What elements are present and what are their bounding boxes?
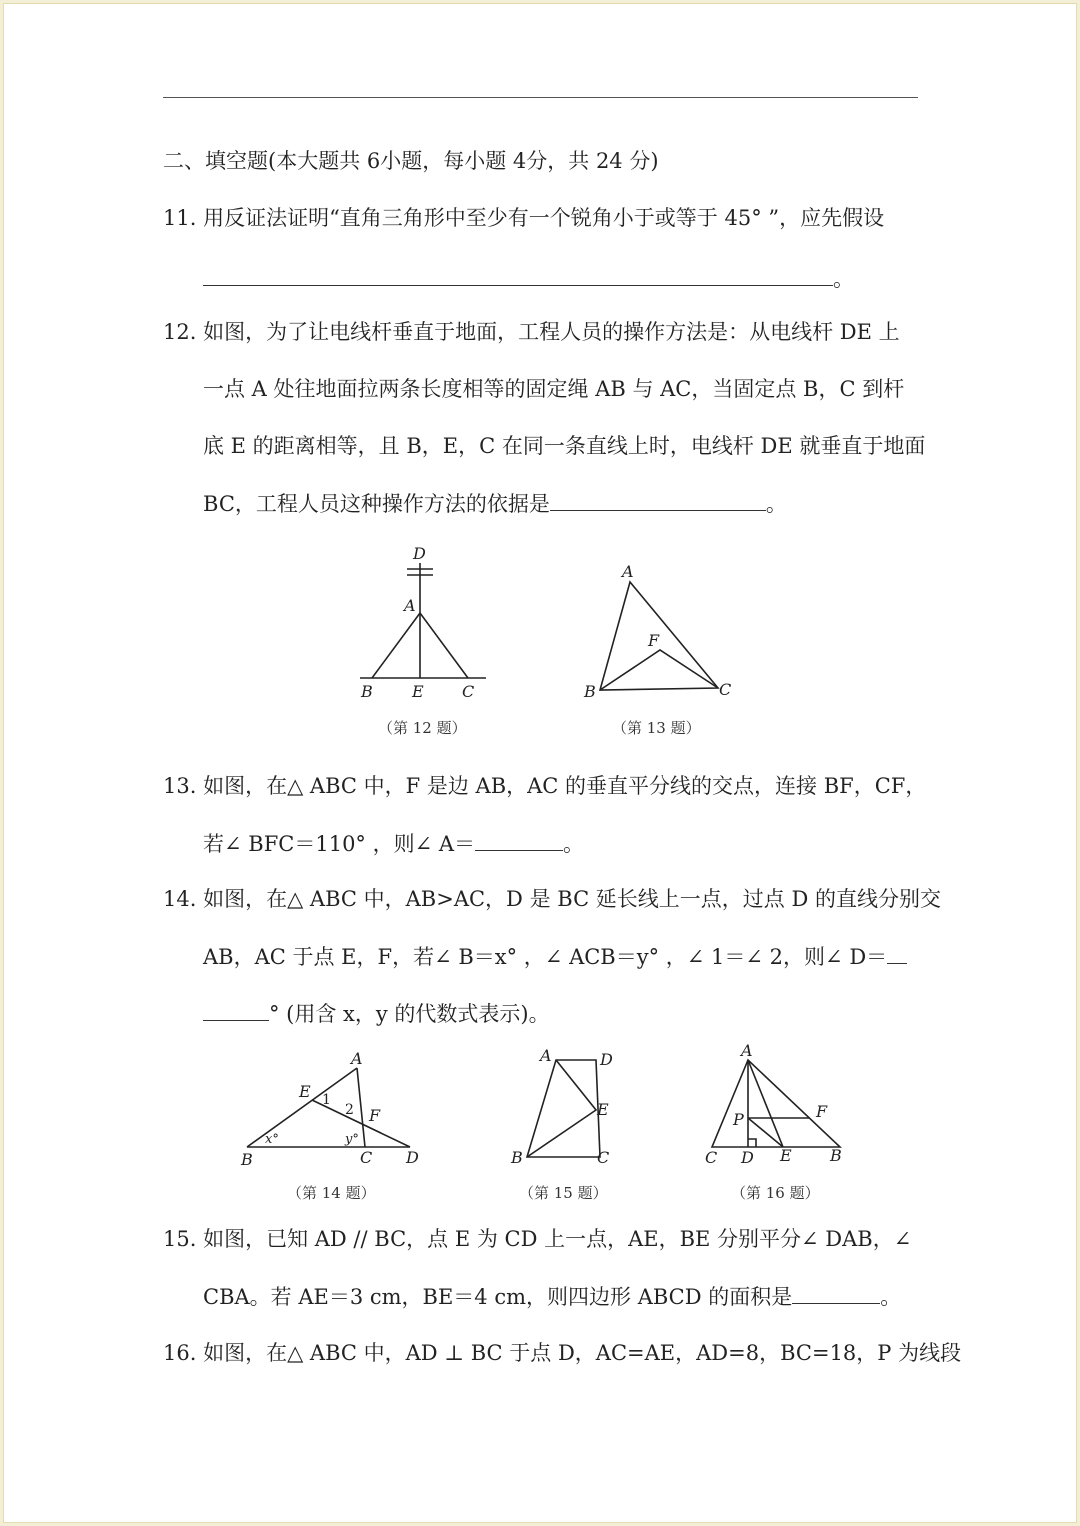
fig14-label-c: C (360, 1148, 373, 1167)
q12-line4: BC，工程人员这种操作方法的依据是 。 (203, 488, 923, 519)
q14-line2: AB，AC 于点 E，F，若∠ B＝x° ，∠ ACB＝y° ，∠ 1＝∠ 2，则∠ D＝ (203, 941, 923, 972)
fig13-label-b: B (584, 682, 596, 701)
fig12-label-d: D (413, 544, 426, 563)
fig16-caption: （第 16 题） (731, 1184, 820, 1202)
section-title: 二、填空题(本大题共 6小题，每小题 4分，共 24 分) (163, 149, 659, 173)
fig14-label-d: D (406, 1148, 419, 1167)
fig12-label-e: E (412, 682, 424, 701)
fig15-label-d: D (600, 1050, 613, 1069)
fig12-label-c: C (462, 682, 475, 701)
fig14-label-y: y° (345, 1132, 359, 1147)
fig15-label-c: C (597, 1148, 610, 1167)
q16-line1: 16. 如图，在△ ABC 中，AD ⊥ BC 于点 D，AC=AE，AD=8，BC=18，P 为线段 (163, 1341, 962, 1365)
fig16-label-d: D (741, 1148, 754, 1167)
fig16-label-f: F (816, 1102, 828, 1121)
fig16-label-e: E (780, 1146, 792, 1165)
fig13-label-a: A (622, 562, 634, 581)
q13-line1: 13. 如图，在△ ABC 中，F 是边 AB，AC 的垂直平分线的交点，连接 BF，CF， (163, 774, 927, 798)
fig15-label-a: A (540, 1046, 552, 1065)
fig14-label-x: x° (265, 1132, 279, 1147)
fig16-label-p: P (733, 1110, 744, 1129)
q11-line1: 11. 用反证法证明“直角三角形中至少有一个锐角小于或等于 45° ”，应先假设 (163, 206, 885, 230)
fig13-label-f: F (648, 631, 660, 650)
fig14-label-b: B (241, 1150, 253, 1169)
q13-line2: 若∠ BFC＝110° ，则∠ A＝ 。 (203, 828, 923, 859)
q12-line2: 一点 A 处往地面拉两条长度相等的固定绳 AB 与 AC，当固定点 B，C 到杆 (203, 377, 905, 401)
fig15-label-b: B (511, 1148, 523, 1167)
q11-line2: 。 (203, 263, 923, 294)
fig15-caption: （第 15 题） (519, 1184, 608, 1202)
fig14-caption: （第 14 题） (287, 1184, 376, 1202)
q14-line3: ° (用含 x，y 的代数式表示)。 (203, 998, 923, 1029)
fig14-label-2: 2 (345, 1102, 354, 1118)
q15-line2: CBA。若 AE＝3 cm，BE＝4 cm，则四边形 ABCD 的面积是 。 (203, 1281, 923, 1312)
fig14-label-1: 1 (322, 1092, 331, 1108)
fig12-caption: （第 12 题） (378, 719, 467, 737)
fig14-label-e: E (299, 1082, 311, 1101)
fig14-label-a: A (351, 1049, 363, 1068)
fig12-label-a: A (404, 596, 416, 615)
q15-line1: 15. 如图，已知 AD // BC，点 E 为 CD 上一点，AE，BE 分别平分∠ DAB，∠ (163, 1227, 912, 1251)
q12-line3: 底 E 的距离相等，且 B，E，C 在同一条直线上时，电线杆 DE 就垂直于地面 (203, 434, 926, 458)
q12-line1: 12. 如图，为了让电线杆垂直于地面，工程人员的操作方法是：从电线杆 DE 上 (163, 320, 900, 344)
fig12-label-b: B (361, 682, 373, 701)
fig13-label-c: C (719, 680, 732, 699)
fig16-label-b: B (830, 1146, 842, 1165)
fig15-label-e: E (597, 1100, 609, 1119)
fig16-label-c: C (705, 1148, 718, 1167)
fig14-label-f: F (369, 1106, 381, 1125)
q15-answer-blank[interactable] (792, 1281, 880, 1304)
q14-line1: 14. 如图，在△ ABC 中，AB>AC，D 是 BC 延长线上一点，过点 D 的直线分别交 (163, 887, 941, 911)
fig13-caption: （第 13 题） (612, 719, 701, 737)
fig16-label-a: A (741, 1041, 753, 1060)
